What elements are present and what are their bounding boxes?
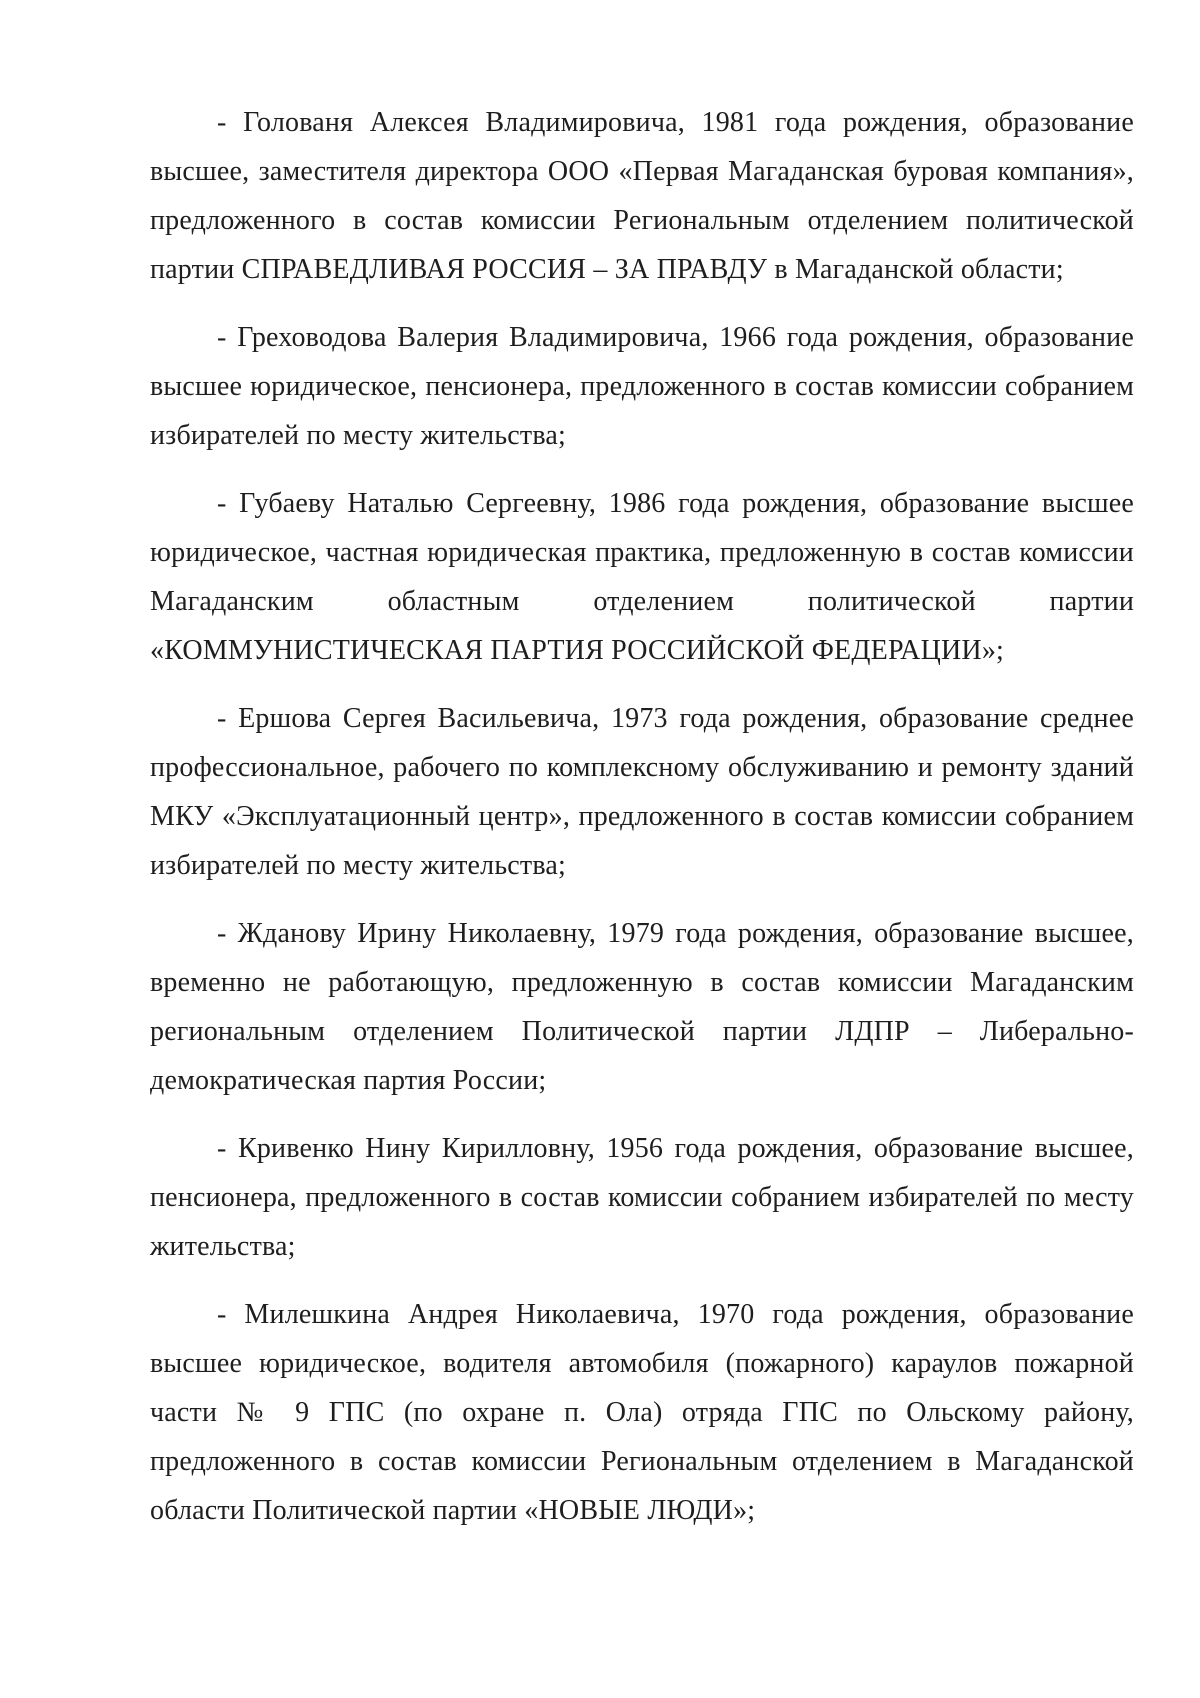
entry-mileshkina: - Милешкина Андрея Николаевича, 1970 года рождения, образование высшее юридическое, водителя автомобиля (пожарного) караулов пожарной части № 9 ГПС (по охране п. Ола) отряда ГПС по Ольскому району, предложенного в состав комиссии Региональным отделением в Магаданской области Политической партии «НОВЫЕ ЛЮДИ»;: [150, 1299, 1134, 1526]
entry-krivenko: - Кривенко Нину Кирилловну, 1956 года рождения, образование высшее, пенсионера, предложенного в состав комиссии собранием избирателей по месту жительства;: [150, 1133, 1134, 1262]
document-body: [150, 98, 1134, 1554]
entry-gubaeva: - Губаеву Наталью Сергеевну, 1986 года рождения, образование высшее юридическое, частная юридическая практика, предложенную в состав комиссии Магаданским областным отделением политической партии «КОММУНИСТИЧЕСКАЯ ПАРТИЯ РОССИЙСКОЙ ФЕДЕРАЦИИ»;: [150, 488, 1134, 666]
list-item: [150, 694, 1134, 890]
list-item: [150, 1124, 1134, 1271]
list-item: [150, 313, 1134, 460]
entry-grekhovodova: - Греховодова Валерия Владимировича, 1966 года рождения, образование высшее юридическое, пенсионера, предложенного в состав комиссии собранием избирателей по месту жительства;: [150, 322, 1134, 451]
entry-zhdanova: - Жданову Ирину Николаевну, 1979 года рождения, образование высшее, временно не работающую, предложенную в состав комиссии Магаданским региональным отделением Политической партии ЛДПР – Либерально-демократическая партия России;: [150, 918, 1134, 1096]
list-item: [150, 98, 1134, 294]
entry-golovanya: - Голованя Алексея Владимировича, 1981 года рождения, образование высшее, заместителя директора ООО «Первая Магаданская буровая компания», предложенного в состав комиссии Региональным отделением политической партии СПРАВЕДЛИВАЯ РОССИЯ – ЗА ПРАВДУ в Магаданской области;: [150, 107, 1134, 285]
list-item: [150, 1290, 1134, 1535]
list-item: [150, 479, 1134, 675]
list-item: [150, 909, 1134, 1105]
entry-ershova: - Ершова Сергея Васильевича, 1973 года рождения, образование среднее профессиональное, рабочего по комплексному обслуживанию и ремонту зданий МКУ «Эксплуатационный центр», предложенного в состав комиссии собранием избирателей по месту жительства;: [150, 703, 1134, 881]
